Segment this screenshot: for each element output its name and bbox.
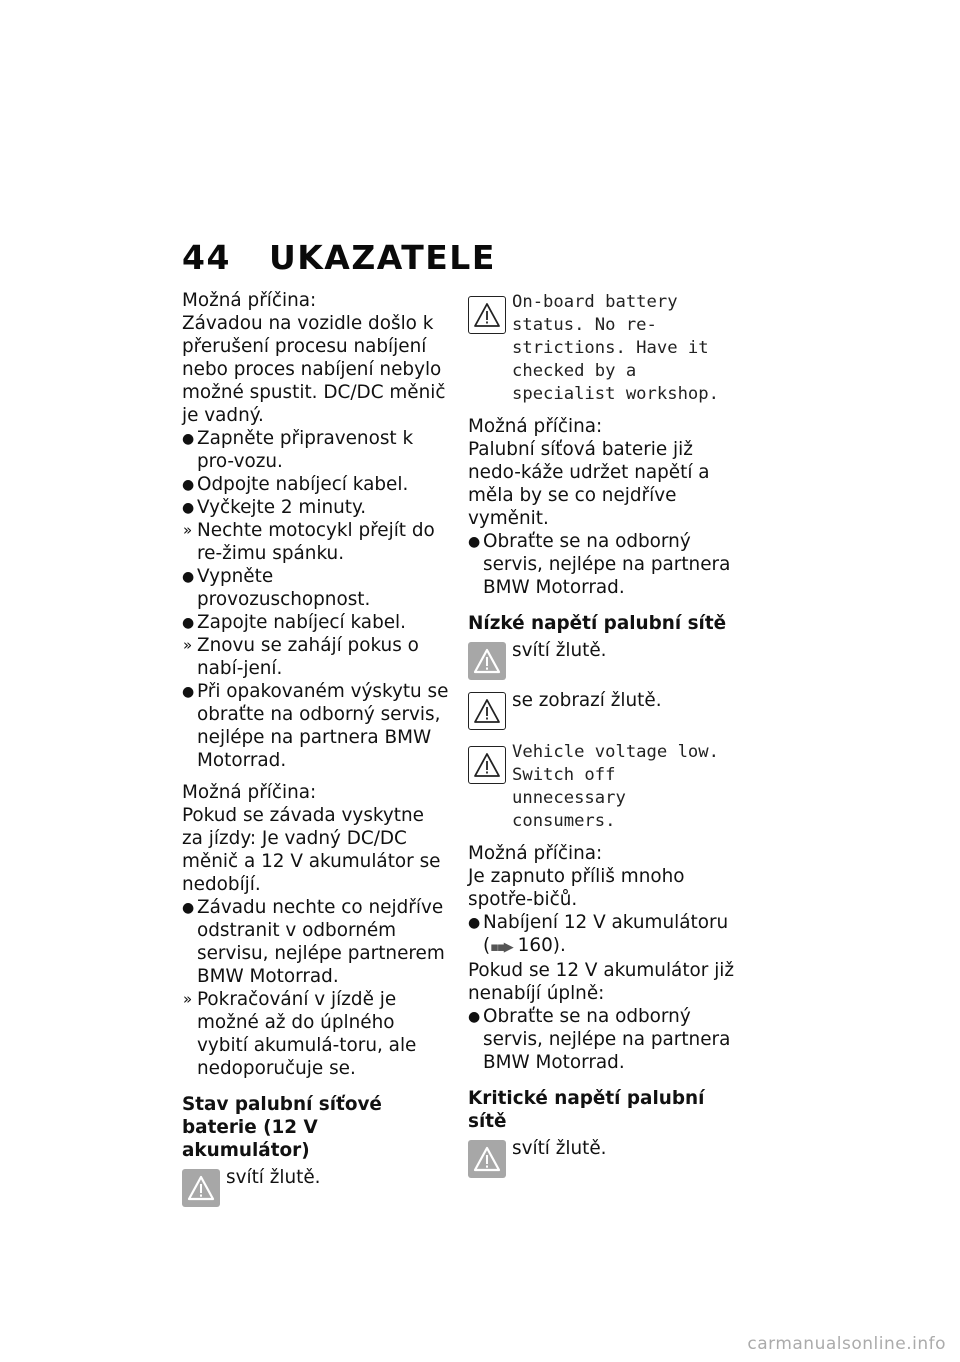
- bullet-icon: ●: [468, 1009, 481, 1025]
- section-heading: Nízké napětí palubní sítě: [468, 613, 727, 634]
- bullet-icon: ●: [182, 615, 195, 631]
- display-message-text: On-board battery status. No re-strictions. Have it checked by a specialist workshop.: [512, 292, 719, 404]
- indicator-row: [468, 689, 736, 729]
- indicator-text: svítí žlutě.: [512, 640, 607, 661]
- cause-label: Možná příčina:: [182, 290, 317, 311]
- warning-triangle-outline-icon: [468, 692, 506, 730]
- cause-label: Možná příčina:: [182, 782, 317, 803]
- page-number: 44: [182, 238, 231, 277]
- warning-triangle-icon: [468, 642, 506, 680]
- list-item: » Nechte motocykl přejít do re-žimu spánku.: [183, 520, 435, 564]
- left-column: [182, 289, 450, 1206]
- display-message: [468, 741, 736, 833]
- section-heading: Stav palubní síťové baterie (12 V akumulátor): [182, 1094, 382, 1161]
- list-item: ● Závadu nechte co nejdříve odstranit v odborném servisu, nejlépe partnerem BMW Motorrad.: [182, 897, 445, 987]
- indicator-text: svítí žlutě.: [512, 1138, 607, 1159]
- list-item: » Pokračování v jízdě je možné až do úplného vybití akumulá-toru, ale nedoporučuje se.: [183, 989, 417, 1079]
- result-arrow-icon: »: [183, 636, 193, 654]
- bullet-icon: ●: [182, 569, 195, 585]
- cause-text: Palubní síťová baterie již nedo-káže udržet napětí a měla by se co nejdříve vyměnit.: [468, 439, 710, 529]
- page-header: [182, 238, 496, 277]
- bullet-icon: ●: [182, 431, 195, 447]
- list-item: ● Zapojte nabíjecí kabel.: [182, 612, 407, 633]
- right-column: [468, 291, 736, 1177]
- list-item: ● Nabíjení 12 V akumulátoru (▪▪▶ 160).: [468, 911, 736, 959]
- indicator-row: [468, 1137, 736, 1177]
- warning-triangle-icon: [182, 1169, 220, 1207]
- indicator-row: [468, 639, 736, 679]
- bullet-icon: ●: [182, 900, 195, 916]
- page-reference[interactable]: 160).: [517, 935, 566, 956]
- cause-label: Možná příčina:: [468, 843, 603, 864]
- cause-label: Možná příčina:: [468, 416, 603, 437]
- section-heading: Kritické napětí palubní sítě: [468, 1088, 705, 1132]
- warning-triangle-outline-icon: [468, 746, 506, 784]
- cause-text: Závadou na vozidle došlo k přerušení procesu nabíjení nebo proces nabíjení nebylo možné spustit. DC/DC měnič je vadný.: [182, 313, 446, 426]
- list-item: ● Odpojte nabíjecí kabel.: [182, 474, 409, 495]
- bullet-icon: ●: [182, 684, 195, 700]
- list-item: ● Obraťte se na odborný servis, nejlépe na partnera BMW Motorrad.: [468, 531, 731, 598]
- page-reference-arrow-icon: ▪▪▶: [490, 940, 512, 955]
- condition-text: Pokud se 12 V akumulátor již nenabíjí úplně:: [468, 960, 735, 1004]
- bullet-icon: ●: [468, 915, 481, 931]
- list-item: ● Při opakovaném výskytu se obraťte na odborný servis, nejlépe na partnera BMW Motorrad.: [182, 681, 449, 771]
- steps-list: [182, 427, 450, 772]
- result-arrow-icon: »: [183, 521, 193, 539]
- cause-text: Je zapnuto příliš mnoho spotře-bičů.: [468, 866, 685, 910]
- bullet-icon: ●: [182, 500, 195, 516]
- list-item: ● Vyčkejte 2 minuty.: [182, 497, 367, 518]
- warning-triangle-outline-icon: [468, 296, 506, 334]
- cause-text: Pokud se závada vyskytne za jízdy: Je vadný DC/DC měnič a 12 V akumulátor se nedobíjí.: [182, 805, 441, 895]
- indicator-text: se zobrazí žlutě.: [512, 690, 662, 711]
- display-message-text: Vehicle voltage low. Switch off unnecessary consumers.: [512, 742, 719, 831]
- result-arrow-icon: »: [183, 990, 193, 1008]
- indicator-text: svítí žlutě.: [226, 1167, 321, 1188]
- steps-list: [182, 896, 450, 1080]
- display-message: [468, 291, 736, 406]
- bullet-icon: ●: [182, 477, 195, 493]
- warning-triangle-icon: [468, 1140, 506, 1178]
- bullet-icon: ●: [468, 534, 481, 550]
- list-item: ● Zapněte připravenost k pro-vozu.: [182, 428, 414, 472]
- list-item: ● Obraťte se na odborný servis, nejlépe na partnera BMW Motorrad.: [468, 1006, 731, 1073]
- list-item: ● Vypněte provozuschopnost.: [182, 566, 371, 610]
- watermark: carmanualsonline.info: [747, 1334, 946, 1354]
- list-item: » Znovu se zahájí pokus o nabí-jení.: [183, 635, 419, 679]
- indicator-row: [182, 1166, 450, 1206]
- page-title: UKAZATELE: [268, 238, 496, 277]
